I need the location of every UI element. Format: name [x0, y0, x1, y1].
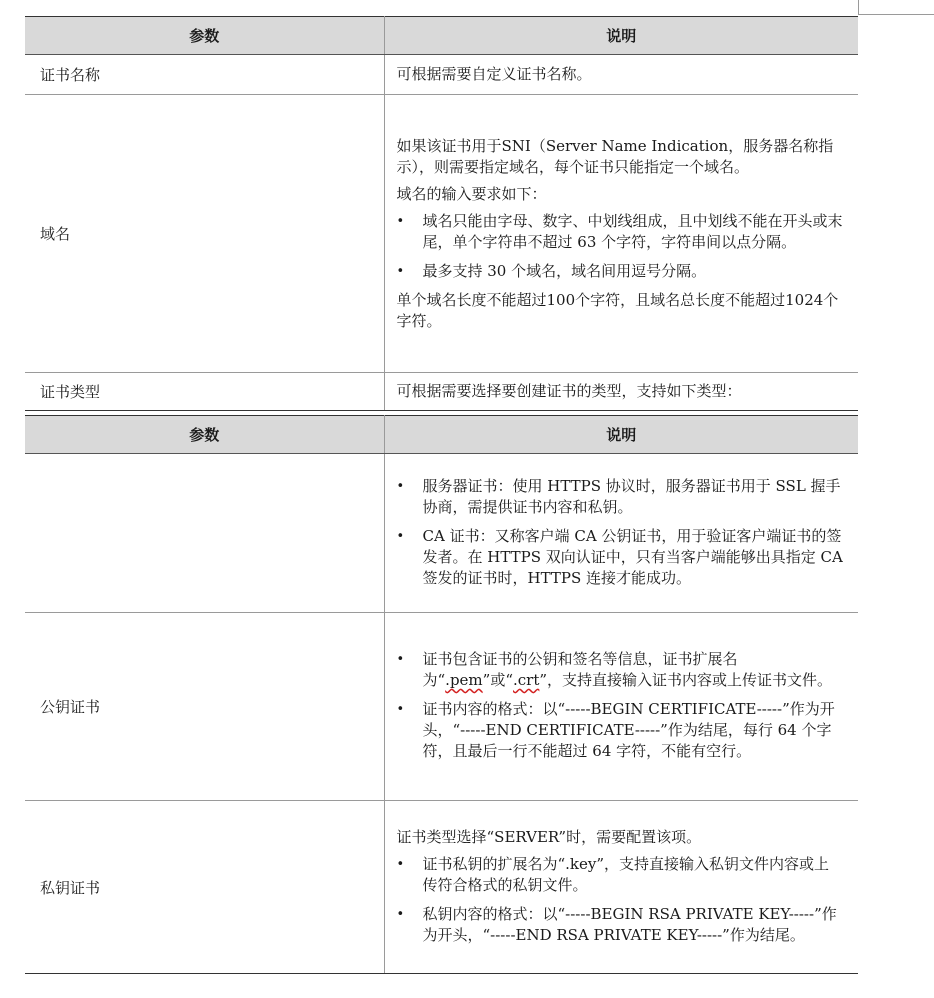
header-description: 说明 [384, 416, 858, 454]
bullet-icon: • [396, 906, 405, 922]
private-key-list [397, 854, 845, 946]
list-item: • 证书私钥的扩展名为“.key”，支持直接输入私钥文件内容或上传符合格式的私钥文件。 [396, 854, 830, 894]
table-row [25, 95, 858, 373]
crt-extension: .crt [513, 671, 540, 689]
public-cert-list [397, 649, 845, 762]
row-name-cert-type: 证书类型 [25, 373, 384, 411]
table-row [25, 373, 858, 411]
row-desc-cert-name: 可根据需要自定义证书名称。 [384, 55, 858, 95]
row-desc-private-key [384, 801, 858, 974]
bullet-icon: • [396, 263, 405, 279]
row-desc-public-cert [384, 613, 858, 801]
row-desc-domain [384, 95, 858, 373]
header-param: 参数 [25, 17, 384, 55]
row-name-cert-name: 证书名称 [25, 55, 384, 95]
pem-extension: .pem [445, 671, 483, 689]
list-item: • 证书包含证书的公钥和签名等信息，证书扩展名为“.pem”或“.crt”，支持直接输入证书内容或上传证书文件。 [396, 650, 833, 689]
row-name-domain: 域名 [25, 95, 384, 373]
list-item: • CA 证书：又称客户端 CA 公钥证书，用于验证客户端证书的签发者。在 HTTPS 双向认证中，只有当客户端能够出具指定 CA 签发的证书时，HTTPS 连接才能成功。 [396, 526, 843, 587]
bullet-icon: • [396, 702, 405, 717]
row-name-cert-type-cont [25, 454, 384, 613]
table-row [25, 801, 858, 974]
page-corner-mark [858, 0, 859, 14]
list-item: • 域名只能由字母、数字、中划线组成，且中划线不能在开头或末尾，单个字符串不超过 63 个字符，字符串间以点分隔。 [396, 211, 843, 251]
bullet-icon: • [396, 213, 405, 229]
table-row [25, 454, 858, 613]
row-desc-cert-type-cont [384, 454, 858, 613]
table-row [25, 613, 858, 801]
header-description: 说明 [384, 17, 858, 55]
parameter-table [25, 16, 858, 411]
list-item: • 最多支持 30 个域名，域名间用逗号分隔。 [396, 261, 707, 280]
page-corner-mark [858, 14, 934, 15]
header-param: 参数 [25, 416, 384, 454]
table-header-row [25, 17, 858, 55]
cert-type-list [397, 476, 845, 589]
domain-requirements-intro: 域名的输入要求如下： [396, 184, 547, 203]
row-name-private-key: 私钥证书 [25, 801, 384, 974]
list-item: • 私钥内容的格式：以“-----BEGIN RSA PRIVATE KEY-----”作为开头，“-----END RSA PRIVATE KEY-----”作为结尾。 [396, 904, 837, 944]
domain-requirements-list [397, 211, 845, 282]
domain-length-text: 单个域名长度不能超过100个字符，且域名总长度不能超过1024个字符。 [396, 290, 839, 330]
bullet-icon: • [396, 652, 405, 667]
bullet-icon: • [396, 478, 405, 494]
table-row [25, 55, 858, 95]
private-key-intro: 证书类型选择“SERVER”时，需要配置该项。 [396, 827, 702, 846]
row-desc-cert-type: 可根据需要选择要创建证书的类型，支持如下类型： [384, 373, 858, 411]
parameter-table-continued [25, 415, 858, 974]
domain-sni-text: 如果该证书用于SNI（Server Name Indication，服务器名称指示），则需要指定域名，每个证书只能指定一个域名。 [396, 136, 834, 176]
bullet-icon: • [396, 856, 405, 872]
bullet-icon: • [396, 528, 405, 544]
list-item: • 证书内容的格式：以“-----BEGIN CERTIFICATE-----”作为开头，“-----END CERTIFICATE-----”作为结尾，每行 64 个字符，且最后一行不能超过 64 字符，不能有空行。 [396, 700, 835, 760]
row-name-public-cert: 公钥证书 [25, 613, 384, 801]
list-item: • 服务器证书：使用 HTTPS 协议时，服务器证书用于 SSL 握手协商，需提供证书内容和私钥。 [396, 476, 841, 516]
table-header-row [25, 416, 858, 454]
